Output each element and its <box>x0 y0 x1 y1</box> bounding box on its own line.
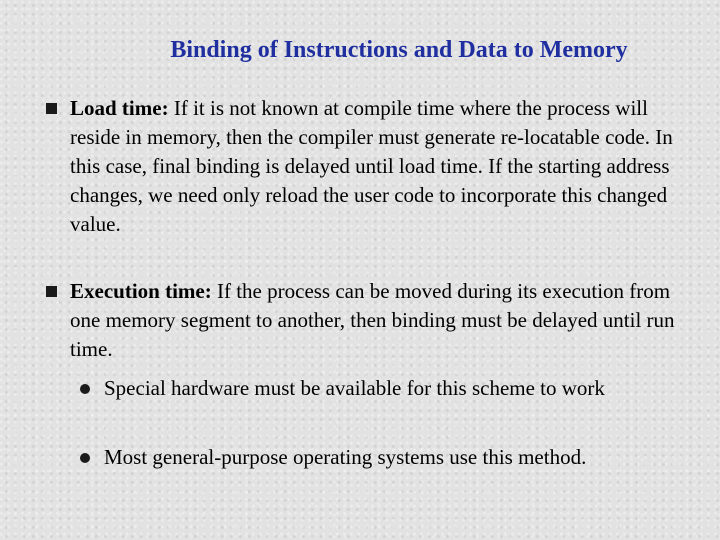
round-bullet-icon <box>80 453 90 463</box>
square-bullet-icon <box>46 103 57 114</box>
sub-bullet-text: Special hardware must be available for this scheme to work <box>104 376 605 400</box>
bullet-load-time <box>46 94 676 239</box>
bullet-body: If the process can be moved during its execution from one memory segment to another, then binding must be delayed until run time. <box>70 279 675 361</box>
round-bullet-icon <box>80 384 90 394</box>
sub-bullet-general-purpose-os <box>80 443 670 472</box>
bullet-text <box>70 277 676 364</box>
bullet-label: Load time: <box>70 96 169 120</box>
square-bullet-icon <box>46 286 57 297</box>
bullet-text <box>70 94 676 239</box>
slide-title: Binding of Instructions and Data to Memory <box>170 37 628 63</box>
bullet-execution-time <box>46 277 676 364</box>
bullet-label: Execution time: <box>70 279 212 303</box>
sub-bullet-special-hardware <box>80 374 670 403</box>
bullet-body: If it is not known at compile time where the process will reside in memory, then the compiler must generate re-locatable code. In this case, final binding is delayed until load time. If the starting address changes, we need only reload the user code to incorporate this changed value. <box>70 96 673 236</box>
sub-bullet-text: Most general-purpose operating systems use this method. <box>104 445 587 469</box>
